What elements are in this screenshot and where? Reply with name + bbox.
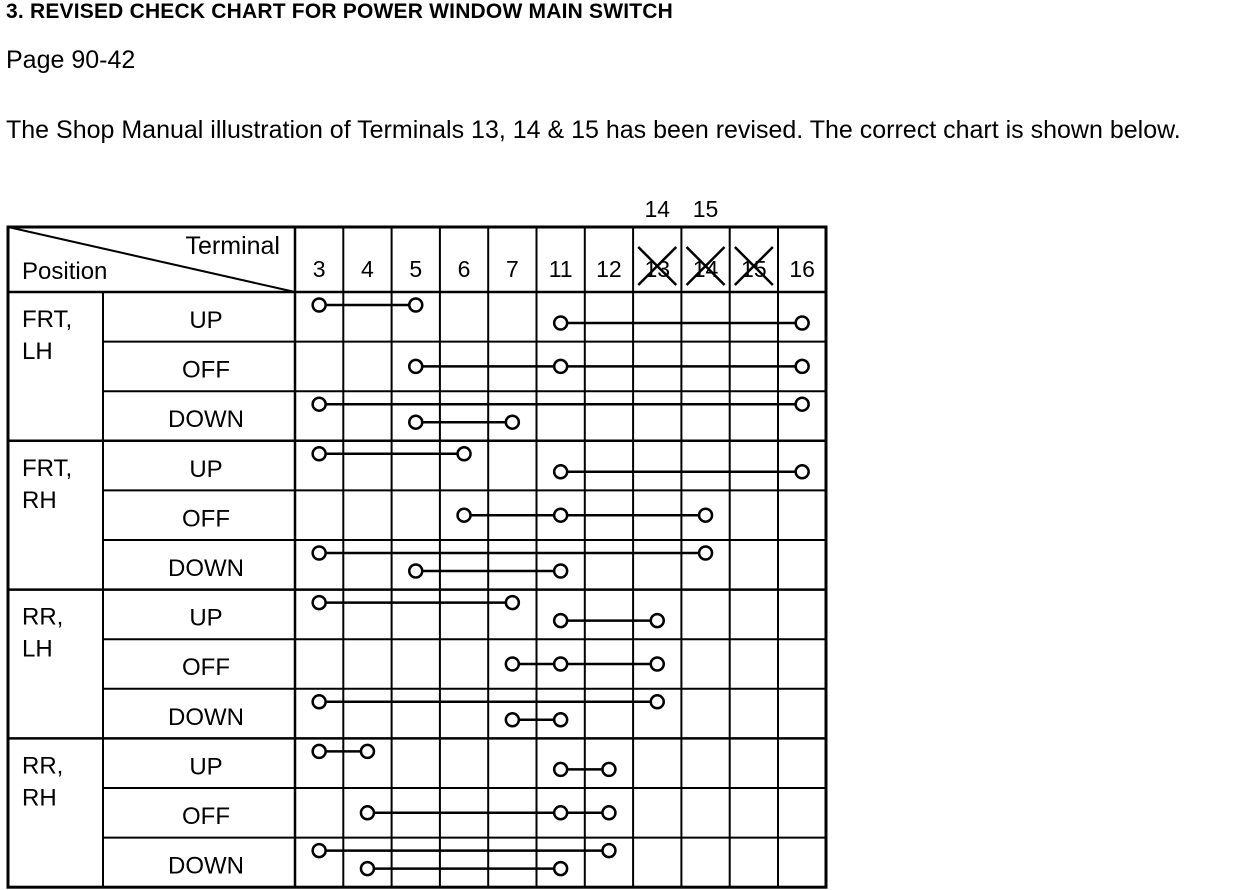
continuity-point — [796, 465, 809, 478]
continuity-point — [602, 763, 615, 776]
continuity-point — [699, 547, 712, 560]
terminal-label-15: 15 — [741, 256, 767, 282]
continuity-point — [506, 596, 519, 609]
continuity-point — [506, 658, 519, 671]
continuity-point — [506, 713, 519, 726]
continuity-point — [602, 844, 615, 857]
position-label: UP — [189, 753, 223, 781]
continuity-point — [554, 465, 567, 478]
group-label: FRT, — [22, 306, 73, 333]
terminal-label-4: 4 — [361, 256, 374, 282]
notice-heading: 3. REVISED CHECK CHART FOR POWER WINDOW MAIN SWITCH — [6, 0, 674, 23]
continuity-point — [554, 565, 567, 578]
continuity-point — [361, 862, 374, 875]
group-label: RR, — [22, 752, 64, 780]
group-label: RH — [22, 486, 57, 514]
continuity-point — [313, 745, 326, 758]
continuity-point — [506, 416, 519, 429]
continuity-point — [409, 416, 422, 429]
terminal-label-7: 7 — [505, 256, 519, 282]
position-label: DOWN — [168, 852, 244, 880]
continuity-point — [313, 596, 326, 609]
terminal-label-6: 6 — [457, 256, 471, 282]
continuity-point — [554, 806, 567, 819]
continuity-point — [554, 360, 567, 373]
continuity-point — [651, 695, 664, 708]
continuity-point — [554, 862, 567, 875]
continuity-point — [554, 713, 567, 726]
continuity-point — [699, 509, 712, 522]
position-label: UP — [189, 455, 223, 483]
position-label: OFF — [182, 356, 230, 384]
corrected-terminal-label: 14 — [644, 196, 671, 222]
terminal-label-14: 14 — [692, 256, 719, 282]
group-label: RR, — [22, 603, 64, 631]
continuity-point — [313, 447, 326, 460]
terminal-label-13: 13 — [644, 256, 671, 282]
group-label: FRT, — [22, 454, 73, 482]
continuity-point — [458, 447, 471, 460]
continuity-point — [796, 360, 809, 373]
position-label: OFF — [182, 654, 230, 682]
position-label: UP — [189, 604, 223, 632]
continuity-point — [554, 658, 567, 671]
corrected-terminal-label: 15 — [692, 196, 719, 222]
position-label: OFF — [182, 505, 230, 533]
notice-paragraph: The Shop Manual illustration of Terminals 13, 14 & 15 has been revised. The correct chart is shown below. — [6, 116, 1181, 144]
continuity-point — [409, 565, 422, 578]
terminal-label-3: 3 — [312, 256, 326, 282]
page-reference: Page 90-42 — [6, 46, 136, 74]
position-label: UP — [189, 307, 223, 334]
continuity-point — [651, 658, 664, 671]
continuity-point — [554, 317, 567, 330]
continuity-point — [313, 547, 326, 560]
continuity-point — [409, 360, 422, 373]
continuity-point — [602, 806, 615, 819]
continuity-point — [313, 398, 326, 411]
position-label: DOWN — [168, 406, 244, 434]
continuity-point — [361, 745, 374, 758]
group-label: LH — [22, 635, 53, 663]
terminal-label-12: 12 — [596, 256, 622, 282]
continuity-point — [458, 509, 471, 522]
terminal-label-5: 5 — [409, 256, 423, 282]
corner-terminal-label: Terminal — [185, 232, 280, 260]
continuity-point — [554, 614, 567, 627]
position-label: OFF — [182, 803, 230, 830]
continuity-point — [409, 299, 422, 312]
group-label: RH — [22, 784, 57, 812]
continuity-point — [313, 299, 326, 312]
continuity-point — [554, 509, 567, 522]
continuity-point — [313, 695, 326, 708]
position-label: DOWN — [168, 555, 244, 582]
continuity-point — [651, 614, 664, 627]
terminal-label-11: 11 — [548, 256, 573, 282]
continuity-point — [796, 398, 809, 411]
continuity-point — [313, 844, 326, 857]
continuity-point — [554, 763, 567, 776]
position-label: DOWN — [168, 703, 244, 731]
terminal-label-16: 16 — [789, 256, 815, 282]
corner-position-label: Position — [22, 258, 108, 285]
continuity-point — [361, 806, 374, 819]
group-label: LH — [22, 338, 53, 365]
continuity-point — [796, 317, 809, 330]
